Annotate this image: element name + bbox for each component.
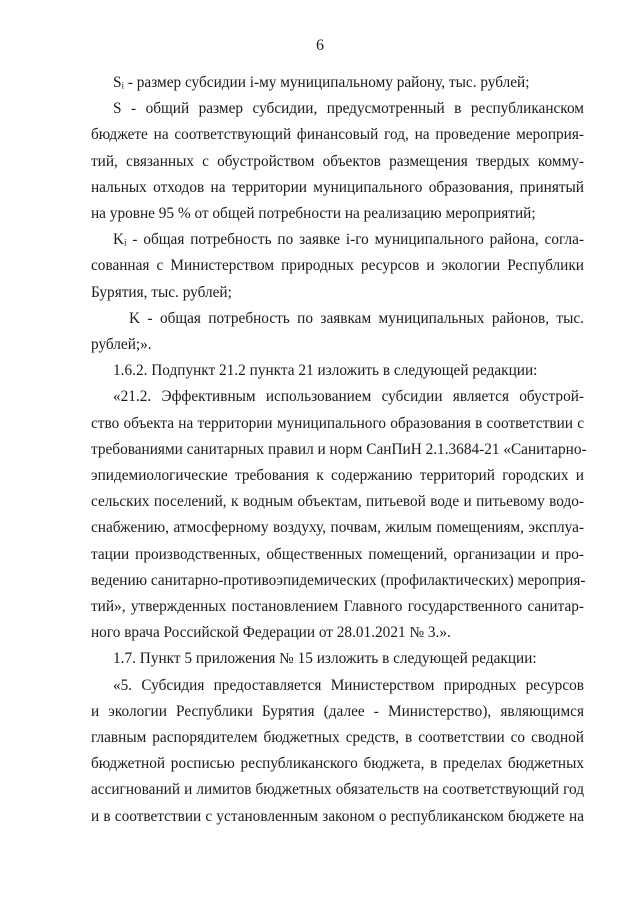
text-line: требованиями санитарных правил и норм СанПиН 2.1.3684-21 «Санитарно- bbox=[91, 440, 587, 458]
document-body bbox=[91, 70, 587, 830]
text-line: эпидемиологические требования к содержанию территорий городских и bbox=[91, 467, 584, 485]
text-line: Sᵢ - размер субсидии i-му муниципальному району, тыс. рублей; bbox=[113, 74, 530, 91]
text-line: главным распорядителем бюджетных средств, в соответствии со сводной bbox=[91, 729, 584, 747]
page-number: 6 bbox=[316, 37, 324, 54]
paragraph-clause-1-6-2 bbox=[91, 358, 584, 384]
text-line: бюджете на соответствующий финансовый год, на проведение мероприя- bbox=[91, 126, 584, 144]
text-line: Kᵢ - общая потребность по заявке i-го муниципального района, согла- bbox=[113, 231, 584, 249]
text-line: ного врача Российской Федерации от 28.01.2021 № 3.». bbox=[91, 624, 451, 642]
text-line: S - общий размер субсидии, предусмотренный в республиканском bbox=[113, 100, 584, 118]
text-line: сованная с Министерством природных ресурсов и экологии Республики bbox=[91, 257, 584, 275]
paragraph-ki-definition bbox=[91, 227, 584, 306]
text-line: рублей;». bbox=[91, 336, 152, 354]
text-line: ведению санитарно-противоэпидемических (профилактических) мероприя- bbox=[91, 571, 586, 589]
text-line: ство объекта на территории муниципального образования в соответствии с bbox=[91, 414, 584, 432]
paragraph-si-definition bbox=[91, 70, 584, 96]
text-line: 1.7. Пункт 5 приложения № 15 изложить в следующей редакции: bbox=[113, 650, 537, 668]
text-line: нальных отходов на территории муниципального образования, принятый bbox=[91, 178, 584, 196]
text-line: бюджетной росписью республиканского бюджета, в пределах бюджетных bbox=[91, 755, 584, 773]
paragraph-item-5 bbox=[91, 673, 584, 830]
text-line: тации производственных, общественных помещений, организации и про- bbox=[91, 545, 584, 563]
text-line: и экологии Республики Бурятия (далее - Министерство), являющимся bbox=[91, 702, 584, 720]
text-line: «5. Субсидия предоставляется Министерством природных ресурсов bbox=[113, 676, 584, 694]
text-line: тий, связанных с обустройством объектов размещения твердых комму- bbox=[91, 152, 584, 170]
paragraph-subclause-21-2 bbox=[91, 384, 587, 646]
paragraph-clause-1-7 bbox=[91, 646, 584, 672]
text-line: и в соответствии с установленным законом о республиканском бюджете на bbox=[91, 807, 584, 825]
paragraph-k-definition bbox=[91, 306, 584, 358]
text-line: снабжению, атмосферному воздуху, почвам, жилым помещениям, эксплуа- bbox=[91, 519, 584, 537]
text-line: 1.6.2. Подпункт 21.2 пункта 21 изложить в следующей редакции: bbox=[113, 362, 538, 380]
text-line: на уровне 95 % от общей потребности на реализацию мероприятий; bbox=[91, 205, 536, 223]
text-line: K - общая потребность по заявкам муниципальных районов, тыс. bbox=[129, 309, 584, 327]
text-line: тий», утвержденных постановлением Главного государственного санитар- bbox=[91, 598, 584, 616]
text-line: ассигнований и лимитов бюджетных обязательств на соответствующий год bbox=[91, 781, 584, 799]
text-line: сельских поселений, к водным объектам, питьевой воде и питьевому водо- bbox=[91, 493, 584, 511]
text-line: «21.2. Эффективным использованием субсидии является обустрой- bbox=[113, 388, 584, 406]
text-line: Бурятия, тыс. рублей; bbox=[91, 283, 232, 301]
paragraph-s-definition bbox=[91, 96, 584, 227]
